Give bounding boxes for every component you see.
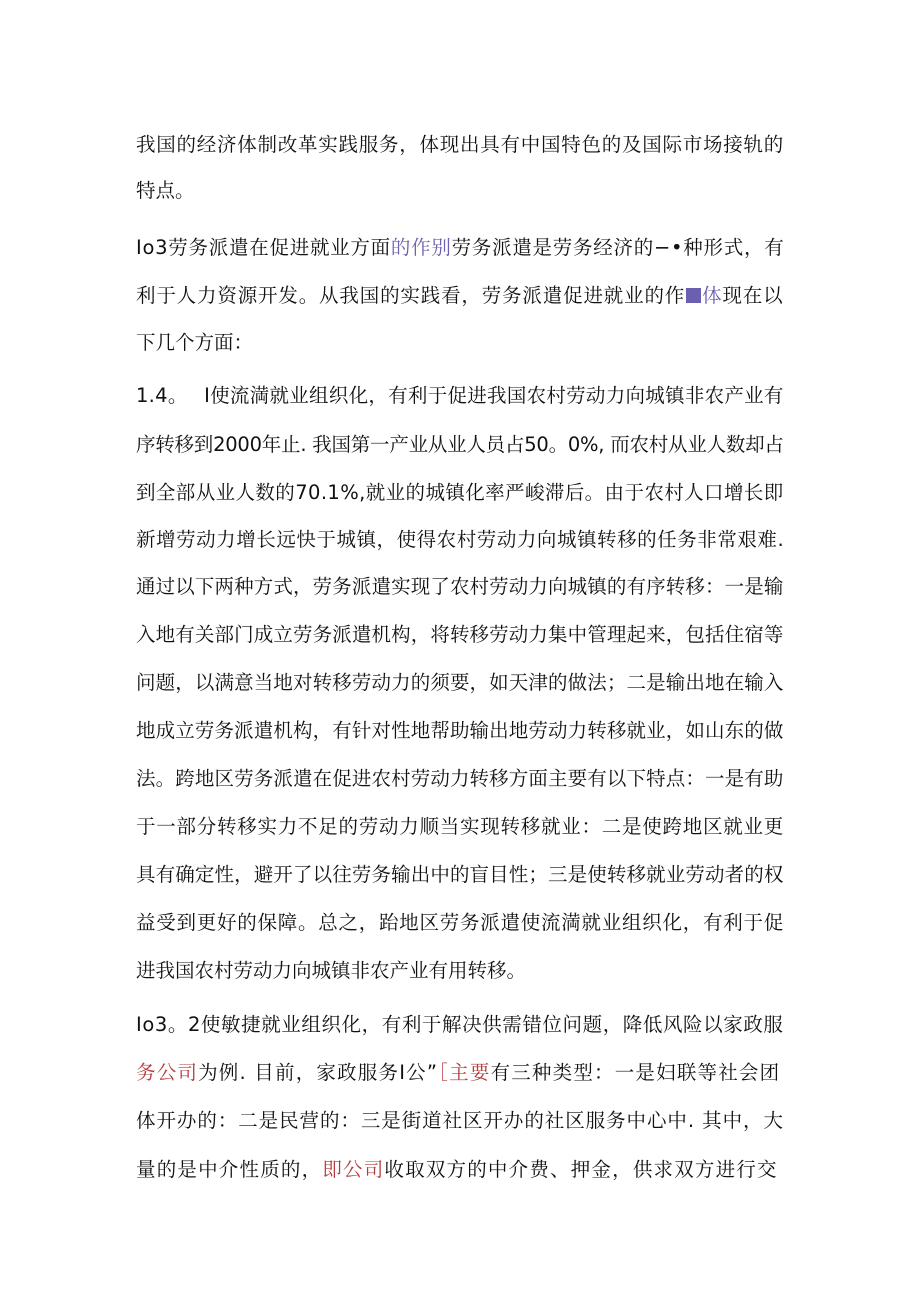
text-run: 法。跨地区劳务派遣在促进农村劳动力转移方面主要有以下特点：一是有助 [136, 767, 784, 790]
highlighted-text: 体 [702, 284, 723, 307]
text-line [136, 910, 784, 936]
text-run: 到全部从业人数的70.1%,就业的城镇化率严峻滞后。由于农村人口增长即 [136, 481, 784, 504]
text-run: 特点。 [136, 179, 195, 202]
text-run: 我国的经济体制改革实践服务，体现出具有中国特色的及国际市场接轨的 [136, 133, 785, 156]
highlighted-text: 的作别 [390, 236, 452, 259]
text-line [136, 862, 784, 888]
text-run: Io3。2使敏捷就业组织化，有利于解决供需错位问题，降低风险以家政服 [136, 1013, 784, 1036]
text-run: 利于人力资源开发。从我国的实践看，劳务派遣促进就业的作 [136, 284, 686, 307]
text-run: 具有确定性，避开了以往劳务输出中的盲目性；三是使转移就业劳动者的权 [136, 863, 784, 886]
highlighted-text: 务公司 [136, 1061, 199, 1084]
text-line [136, 178, 195, 204]
text-run: 序转移到2000年止. 我国第一产业从业人员占50。0%, 而农村从业人数却占 [136, 433, 784, 456]
text-run: 收取双方的中介费、押金，供求双方进行交 [384, 1158, 778, 1181]
text-run: 益受到更好的保障。总之，跆地区劳务派遣使流満就业组织化，有利于促 [136, 911, 785, 934]
text-line [136, 330, 253, 356]
text-run: 通过以下两种方式，劳务派遣实现了农村劳动力向城镇的有序转移：一是输 [136, 575, 784, 598]
text-line [136, 480, 784, 506]
text-line [136, 432, 784, 458]
text-line [136, 383, 784, 409]
highlight-square-icon [686, 288, 701, 303]
text-run: 下几个方面： [136, 331, 254, 354]
highlighted-text: 即公司 [322, 1158, 385, 1181]
text-run: 现在以 [722, 284, 784, 307]
text-run: 量的是中介性质的， [136, 1158, 323, 1181]
text-line [136, 670, 784, 696]
text-run: 于一部分转移实力不足的劳动力顺当实现转移就业：二是使跨地区就业更 [136, 815, 785, 838]
text-line [136, 814, 784, 840]
text-line [136, 283, 784, 309]
text-run: 体开办的：二是民营的：三是街道社区开办的社区服务中心中. 其中，大 [136, 1109, 784, 1132]
text-run: 劳务派遣是劳务经济的−•种形式，有 [451, 236, 785, 259]
text-line [136, 1108, 784, 1134]
text-line [136, 1060, 780, 1086]
text-line [136, 718, 784, 744]
text-line [136, 1157, 778, 1183]
text-line [136, 622, 784, 648]
text-run: 问题，以满意当地对转移劳动力的须要，如天津的做法；二是输出地在输入 [136, 671, 784, 694]
text-run: 新增劳动力增长远快于城镇，使得农村劳动力向城镇转移的任务非常艰难. [136, 528, 785, 551]
text-run: Io3劳务派遣在促进就业方面 [136, 236, 391, 259]
text-line [136, 132, 784, 158]
text-run: 入地有关部门成立劳务派遣机构，将转移劳动力集中管理起来，包括住宿等 [136, 623, 784, 646]
text-line [136, 766, 784, 792]
text-line [136, 958, 526, 984]
text-run: 为例. 目前，家政服务I公” [198, 1061, 439, 1084]
text-run: 1.4。 I使流満就业组织化，有利于促进我国农村劳动力向城镇非农产业有 [136, 384, 784, 407]
highlighted-text: ［主要 [438, 1061, 491, 1084]
text-line [136, 574, 784, 600]
text-run: 地成立劳务派遣机构，有针对性地帮助输出地劳动力转移就业，如山东的做 [136, 719, 784, 742]
text-run: 进我国农村劳动力向城镇非农产业有用转移。 [136, 959, 527, 982]
text-line [136, 235, 784, 261]
text-line [136, 1012, 784, 1038]
text-run: 有三种类型：一是妇联等社会团 [490, 1061, 781, 1084]
text-line [136, 527, 784, 553]
